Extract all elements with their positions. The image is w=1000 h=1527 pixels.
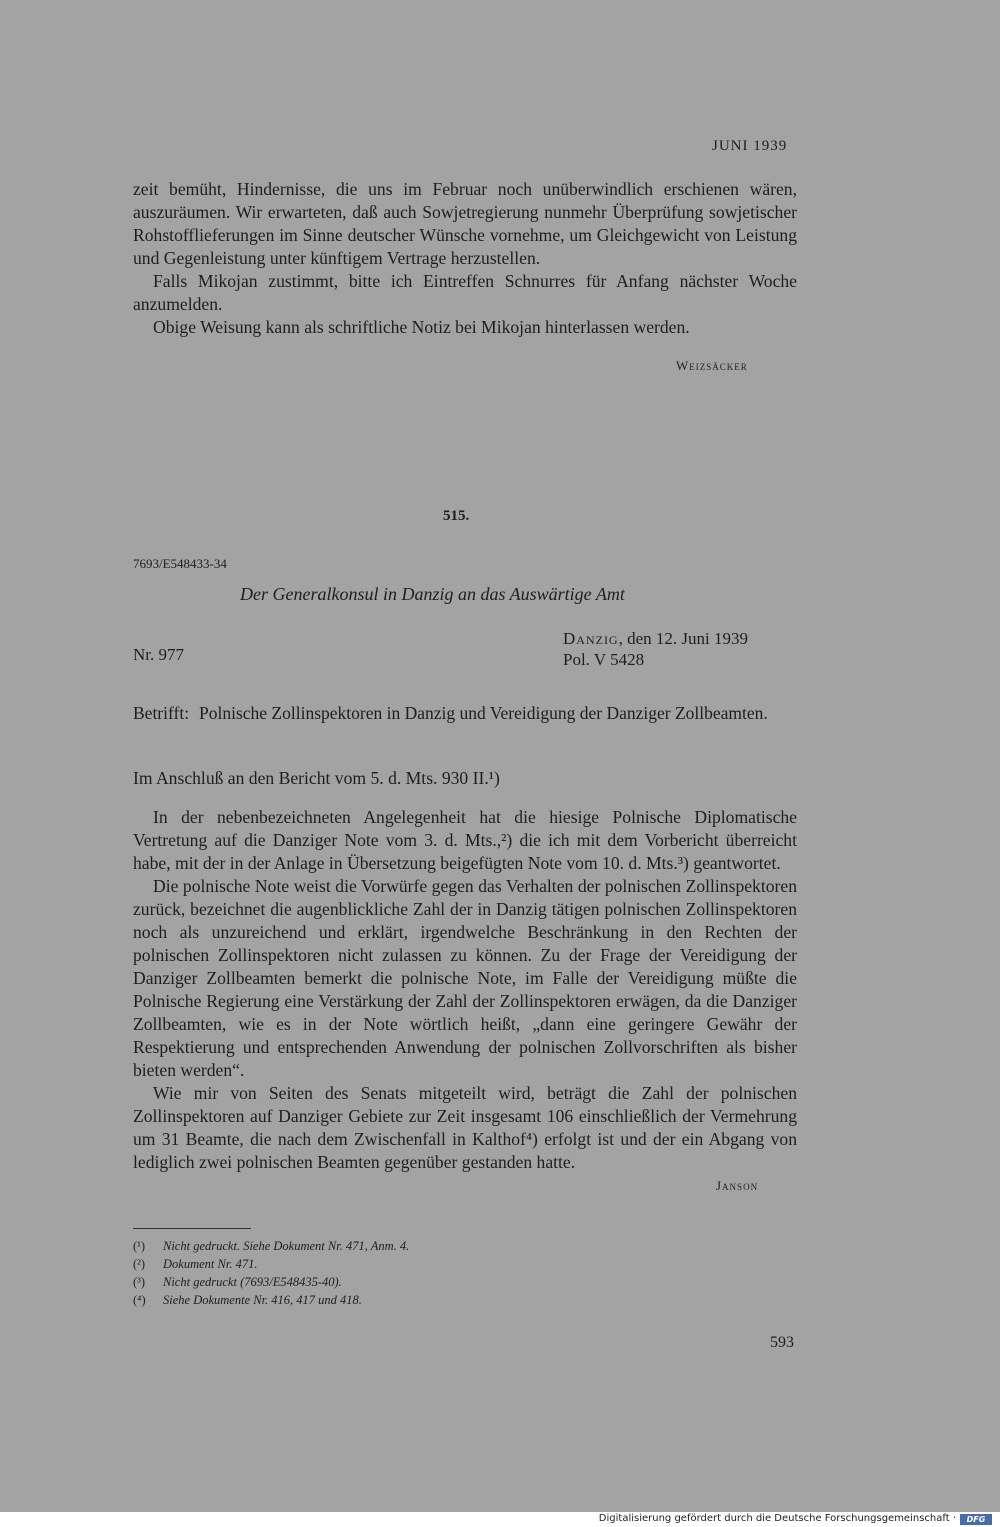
- prev-document-body: [133, 178, 797, 339]
- footnote-rule: [133, 1228, 251, 1229]
- subject-line: [133, 702, 797, 725]
- subject-label: Betrifft:: [133, 703, 190, 723]
- pol-reference: Pol. V 5428: [563, 650, 645, 669]
- document-heading: Der Generalkonsul in Danzig an das Auswärtige Amt: [240, 584, 625, 604]
- footnote: (¹) Nicht gedruckt. Siehe Dokument Nr. 471, Anm. 4.: [133, 1239, 410, 1253]
- footer-text: Digitalisierung gefördert durch die Deutsche Forschungsgemeinschaft ·: [598, 1513, 956, 1524]
- subject-text: Polnische Zollinspektoren in Danzig und Vereidigung der Danziger Zollbeamten.: [199, 703, 768, 723]
- running-head: JUNI 1939: [712, 138, 788, 154]
- prev-signature: Weizsäcker: [676, 358, 748, 373]
- dfg-logo-icon[interactable]: DFG: [960, 1514, 992, 1525]
- place: Danzig: [563, 629, 619, 648]
- dateline: [563, 628, 748, 670]
- date: , den 12. Juni 1939: [618, 629, 748, 648]
- reference-line: Im Anschluß an den Bericht vom 5. d. Mts. 930 II.¹): [133, 768, 500, 788]
- document-number: 515.: [443, 508, 470, 524]
- paragraph: Die polnische Note weist die Vorwürfe gegen das Verhalten der polnischen Zollinspektoren zurück, bezeichnet die augenblickliche Zahl der in Danzig tätigen polnischen Zollinspektoren noch als unzureichend und erklärt, irgendwelche Beschränkung in den Rechten der polnischen Zollinspektoren nicht zulassen zu können. Zu der Frage der Vereidigung der Danziger Zollbeamten bemerkt die polnische Note, im Falle der Vereidigung müßte die Polnische Regierung eine Verstärkung der Zahl der Zollinspektoren erwägen, da die Danziger Zollbeamten, wie es in der Note wörtlich heißt, „dann eine geringere Gewähr der Respektierung und entsprechenden Anwendung der polnischen Zollvorschriften als bisher bieten werden“.: [133, 876, 797, 1080]
- page-number: 593: [770, 1334, 794, 1351]
- footnote: (³) Nicht gedruckt (7693/E548435-40).: [133, 1275, 342, 1289]
- document-nr: Nr. 977: [133, 645, 184, 664]
- paragraph: Obige Weisung kann als schriftliche Notiz bei Mikojan hinterlassen werden.: [153, 317, 690, 337]
- signature: Janson: [716, 1178, 759, 1193]
- paragraph: Wie mir von Seiten des Senats mitgeteilt wird, beträgt die Zahl der polnischen Zollinspektoren auf Danziger Gebiete zur Zeit insgesamt 106 einschließlich der Vermehrung um 31 Beamte, die nach dem Zwischenfall in Kalthof⁴) erfolgt ist und der ein Abgang von lediglich zwei polnischen Beamten gegenüber gestanden hatte.: [133, 1083, 797, 1172]
- file-reference: 7693/E548433-34: [133, 556, 227, 571]
- footnote: (²) Dokument Nr. 471.: [133, 1257, 258, 1271]
- footnote: (⁴) Siehe Dokumente Nr. 416, 417 und 418.: [133, 1293, 362, 1307]
- footer-bar: [0, 1512, 1000, 1527]
- paragraph: zeit bemüht, Hindernisse, die uns im Februar noch unüberwindlich erschienen wären, auszuräumen. Wir erwarteten, daß auch Sowjetregierung nunmehr Überprüfung sowjetischer Rohstofflieferungen im Sinne deutscher Wünsche vornehme, um Gleichgewicht von Leistung und Gegenleistung unter künftigem Vertrage herzustellen.: [133, 179, 797, 268]
- document-body: [133, 806, 797, 1174]
- paragraph: In der nebenbezeichneten Angelegenheit hat die hiesige Polnische Diplomatische Vertretung auf die Danziger Note vom 3. d. Mts.,²) die ich mit dem Vorbericht überreicht habe, mit der in der Anlage in Übersetzung beigefügten Note vom 10. d. Mts.³) geantwortet.: [133, 807, 797, 873]
- paragraph: Falls Mikojan zustimmt, bitte ich Eintreffen Schnurres für Anfang nächster Woche anzumelden.: [133, 271, 797, 314]
